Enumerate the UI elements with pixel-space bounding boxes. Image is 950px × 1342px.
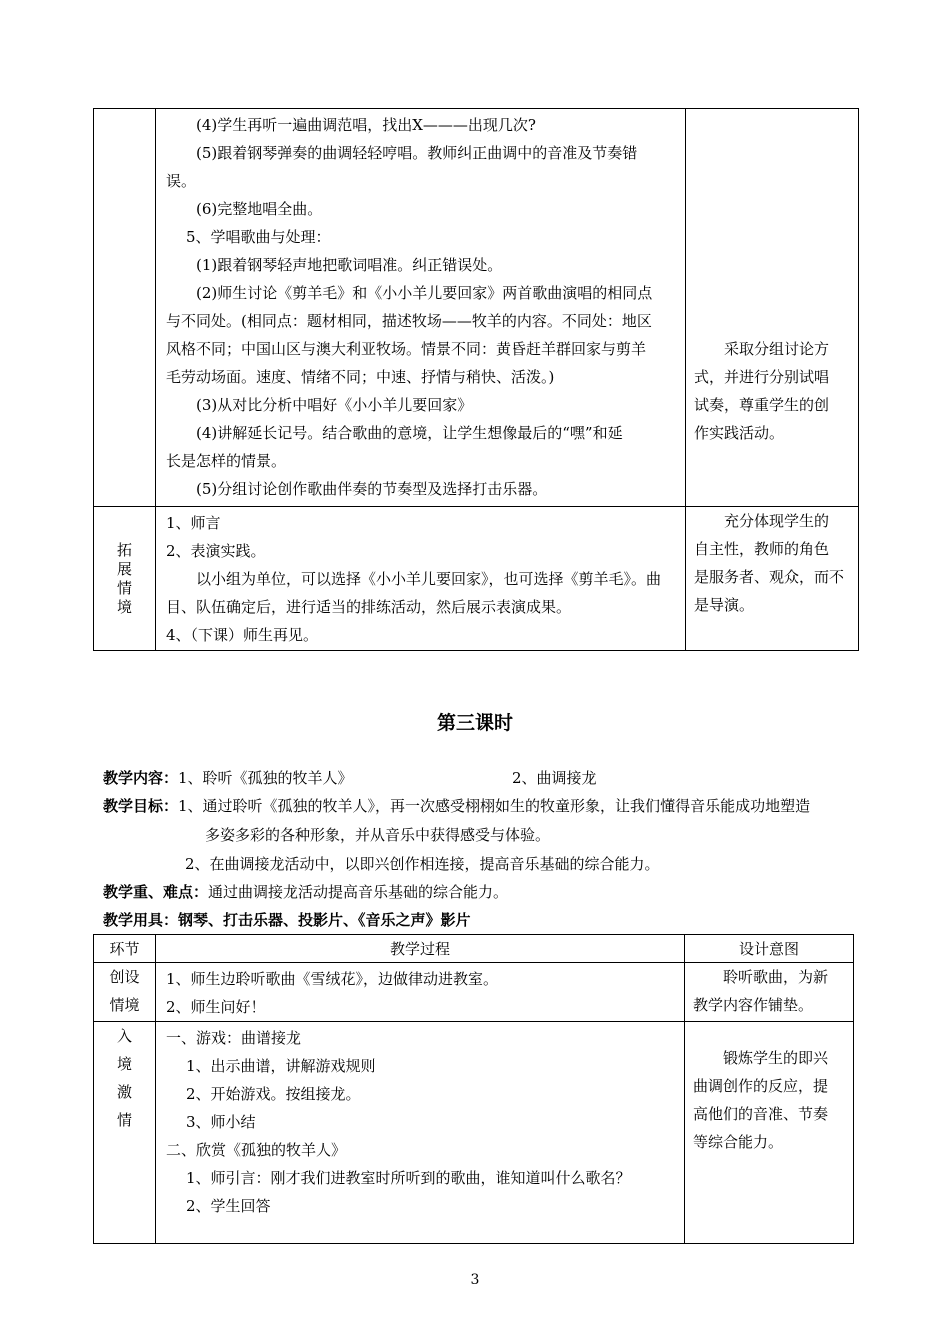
process-line: (5)分组讨论创作歌曲伴奏的节奏型及选择打击乐器。 [196, 480, 548, 498]
design-line: 是服务者、观众，而不 [694, 568, 845, 586]
process-line: 2、师生问好！ [166, 998, 266, 1016]
lesson-table-continued [93, 108, 859, 651]
process-line: (4)讲解延长记号。结合歌曲的意境，让学生想像最后的“嘿”和延 [196, 424, 623, 442]
stage-char: 情 [116, 1111, 132, 1129]
stage-char: 情 [116, 578, 132, 597]
design-line: 采取分组讨论方 [724, 340, 830, 358]
process-line: (6)完整地唱全曲。 [196, 200, 323, 218]
process-line: (5)跟着钢琴弹奏的曲调轻轻哼唱。教师纠正曲调中的音准及节奏错 [196, 144, 638, 162]
design-cell [686, 507, 859, 651]
content-row [103, 764, 353, 792]
goal-1: 1、通过聆听《孤独的牧羊人》，再一次感受栩栩如生的牧童形象，让我们懂得音乐能成功地塑造 [178, 797, 811, 815]
page-number: 3 [470, 1272, 480, 1288]
process-line: 毛劳动场面。速度、情绪不同；中速、抒情与稍快、活泼。) [166, 368, 555, 386]
design-cell [685, 963, 854, 1022]
design-line: 是导演。 [694, 596, 755, 614]
lesson-table [93, 934, 854, 1244]
header-stage: 环节 [94, 935, 156, 963]
process-cell [156, 963, 685, 1022]
header-process: 教学过程 [156, 935, 685, 963]
process-line: 3、师小结 [186, 1113, 256, 1131]
stage-char: 境 [116, 597, 132, 616]
process-line: (1)跟着钢琴轻声地把歌词唱准。纠正错误处。 [196, 256, 503, 274]
process-line: 风格不同；中国山区与澳大利亚牧场。情景不同：黄昏赶羊群回家与剪羊 [166, 340, 647, 358]
process-line: 长是怎样的情景。 [166, 452, 287, 470]
process-line: 以小组为单位，可以选择《小小羊儿要回家》，也可选择《剪羊毛》。曲 [196, 570, 662, 588]
process-line: 误。 [166, 172, 197, 190]
stage-char: 激 [116, 1083, 132, 1101]
goal-2: 2、在曲调接龙活动中，以即兴创作相连接，提高音乐基础的综合能力。 [185, 855, 660, 873]
process-line: 1、师言 [166, 514, 221, 532]
design-line: 教学内容作铺垫。 [693, 996, 814, 1014]
process-line: 1、师引言：刚才我们进教室时所听到的歌曲，谁知道叫什么歌名？ [186, 1169, 631, 1187]
content-label: 教学内容： [103, 769, 179, 787]
stage-char: 入 [116, 1027, 132, 1045]
process-line: 2、学生回答 [186, 1197, 271, 1215]
key-text: 通过曲调接龙活动提高音乐基础的综合能力。 [208, 883, 509, 901]
key-label: 教学重、难点： [103, 883, 209, 901]
process-cell [156, 109, 686, 507]
process-line: 与不同处。(相同点：题材相同，描述牧场——牧羊的内容。不同处：地区 [166, 312, 652, 330]
stage-char: 拓 [116, 540, 132, 559]
stage-text: 创设 [109, 968, 140, 986]
process-line: 目、队伍确定后，进行适当的排练活动，然后展示表演成果。 [166, 598, 572, 616]
design-line: 试奏，尊重学生的创 [694, 396, 830, 414]
design-line: 自主性，教师的角色 [694, 540, 830, 558]
table-row [94, 507, 859, 651]
process-line: (2)师生讨论《剪羊毛》和《小小羊儿要回家》两首歌曲演唱的相同点 [196, 284, 653, 302]
tools-row: 教学用具：钢琴、打击乐器、投影片、《音乐之声》影片 [103, 911, 471, 929]
section-title: 第三课时 [436, 712, 513, 734]
process-line: 二、欣赏《孤独的牧羊人》 [166, 1141, 347, 1159]
content-item-2: 2、曲调接龙 [512, 769, 597, 787]
stage-cell [94, 507, 156, 651]
process-cell [156, 1022, 685, 1244]
table-row [94, 109, 859, 507]
table-header-row [94, 935, 854, 963]
process-line: (4)学生再听一遍曲调范唱，找出X———出现几次? [196, 116, 536, 134]
design-line: 充分体现学生的 [724, 512, 830, 530]
stage-cell [94, 1022, 156, 1244]
design-line: 锻炼学生的即兴 [723, 1049, 829, 1067]
content-item-1: 1、聆听《孤独的牧羊人》 [178, 769, 353, 787]
process-line: 1、师生边聆听歌曲《雪绒花》，边做律动进教室。 [166, 970, 499, 988]
design-line: 聆听歌曲，为新 [723, 968, 829, 986]
design-line: 式，并进行分别试唱 [694, 368, 830, 386]
goal-label: 教学目标： [103, 797, 179, 815]
table-row [94, 963, 854, 1022]
process-line: 5、学唱歌曲与处理： [186, 228, 331, 246]
process-line: 一、游戏：曲谱接龙 [166, 1029, 302, 1047]
goal-1-cont: 多姿多彩的各种形象，并从音乐中获得感受与体验。 [205, 826, 551, 844]
table-row [94, 1022, 854, 1244]
goal-row [103, 792, 810, 820]
key-row [103, 878, 508, 906]
stage-cell [94, 109, 156, 507]
process-line: 2、表演实践。 [166, 542, 266, 560]
process-line: (3)从对比分析中唱好《小小羊儿要回家》 [196, 396, 473, 414]
stage-char: 境 [116, 1055, 132, 1073]
design-line: 作实践活动。 [694, 424, 785, 442]
header-design: 设计意图 [685, 935, 854, 963]
stage-cell [94, 963, 156, 1022]
process-line: 1、出示曲谱，讲解游戏规则 [186, 1057, 376, 1075]
design-cell [685, 1022, 854, 1244]
design-line: 高他们的音准、节奏 [693, 1105, 829, 1123]
design-cell [686, 109, 859, 507]
design-line: 曲调创作的反应，提 [693, 1077, 829, 1095]
stage-text: 情境 [109, 996, 140, 1014]
stage-char: 展 [116, 559, 132, 578]
process-line: 2、开始游戏。按组接龙。 [186, 1085, 361, 1103]
process-line: 4、（下课）师生再见。 [166, 626, 319, 644]
design-line: 等综合能力。 [693, 1133, 784, 1151]
process-cell [156, 507, 686, 651]
